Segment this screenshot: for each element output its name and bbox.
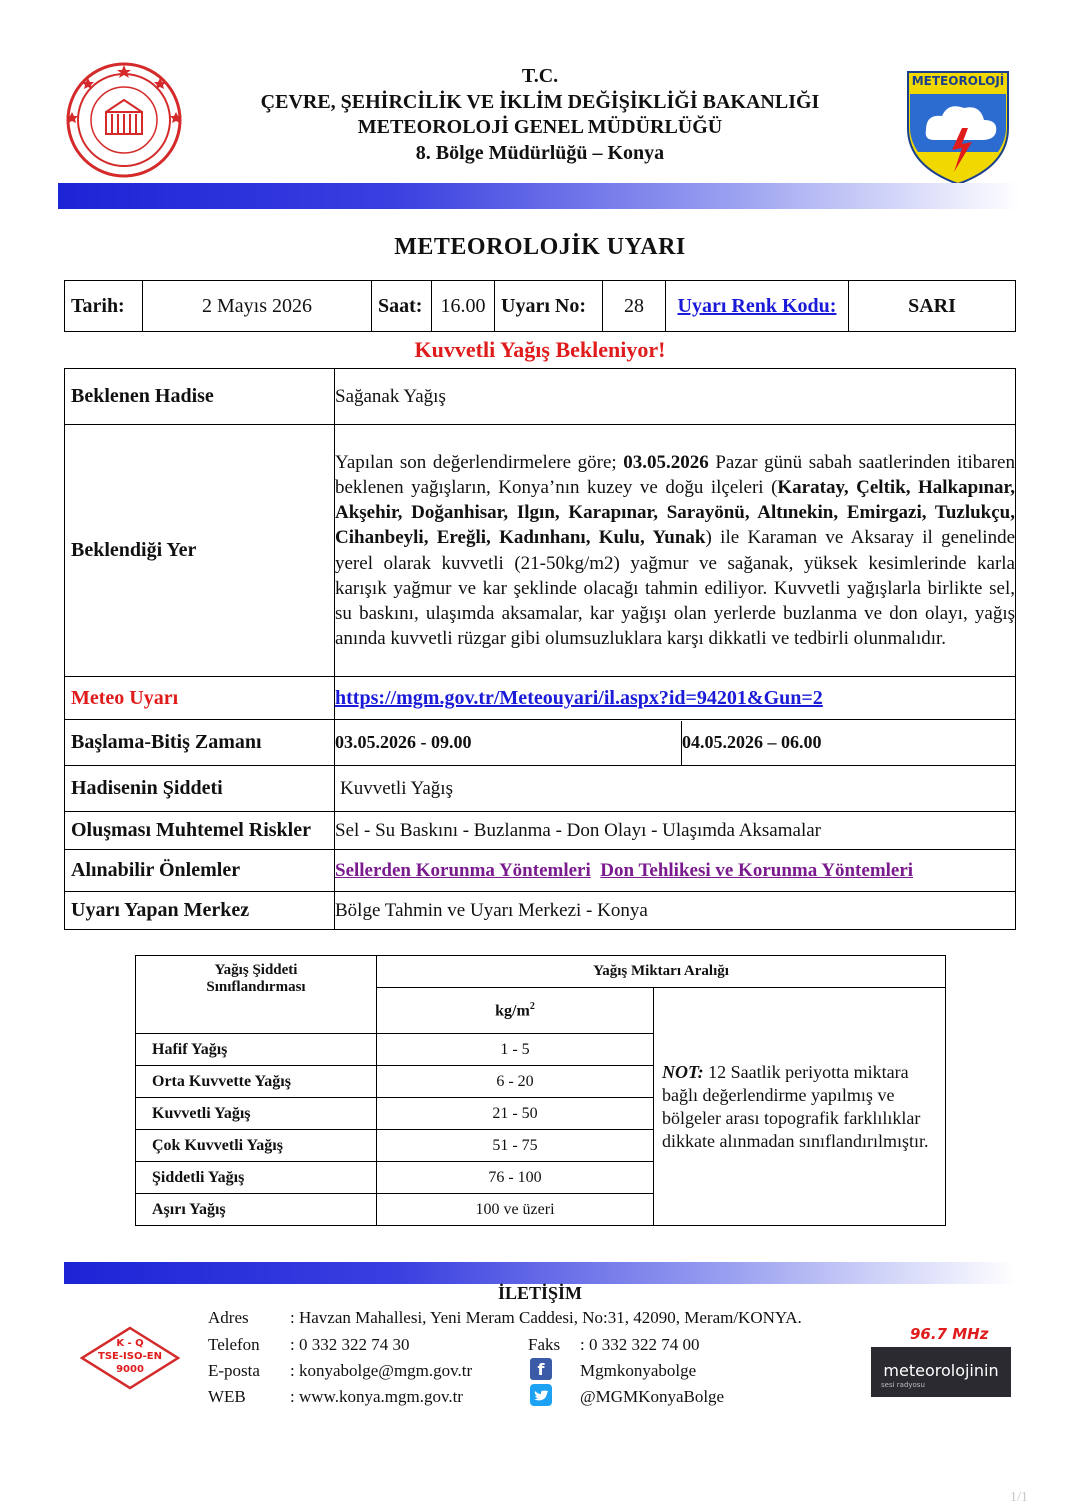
document-title: METEOROLOJİK UYARI xyxy=(394,234,686,260)
color-code-cell xyxy=(666,281,849,332)
rain-range: 76 - 100 xyxy=(377,1162,654,1194)
cert-line-2: TSE-ISO-EN xyxy=(98,1351,162,1362)
address-value: : Havzan Mahallesi, Yeni Meram Caddesi, No:31, 42090, Meram/KONYA. xyxy=(290,1308,802,1327)
risks-label: Oluşması Muhtemel Riskler xyxy=(65,812,335,850)
header-bar xyxy=(58,183,1020,209)
place-description xyxy=(335,425,1016,677)
rain-class: Çok Kuvvetli Yağış xyxy=(136,1130,377,1162)
event-label: Beklenen Hadise xyxy=(65,369,335,425)
rain-class: Aşırı Yağış xyxy=(136,1194,377,1226)
unit-header xyxy=(377,988,654,1034)
place-text-1: Yapılan son değerlendirmelere göre; xyxy=(335,451,624,473)
place-label: Beklendiği Yer xyxy=(65,425,335,677)
event-value: Sağanak Yağış xyxy=(335,369,1016,425)
email-value[interactable]: : konyabolge@mgm.gov.tr xyxy=(290,1361,473,1380)
meteoroloji-logo xyxy=(906,70,1010,186)
fax-value: : 0 332 322 74 00 xyxy=(580,1335,700,1354)
header-line-2: ÇEVRE, ŞEHİRCİLİK VE İKLİM DEĞİŞİKLİĞİ BAKANLIĞI xyxy=(260,91,820,113)
web-label: WEB xyxy=(208,1387,246,1406)
rain-class: Orta Kuvvette Yağış xyxy=(136,1066,377,1098)
header-line-3: METEOROLOJİ GENEL MÜDÜRLÜĞÜ xyxy=(357,116,723,138)
rain-class: Şiddetli Yağış xyxy=(136,1162,377,1194)
ministry-seal xyxy=(66,62,182,178)
date-value: 2 Mayıs 2026 xyxy=(143,281,372,332)
date-label: Tarih: xyxy=(65,281,143,332)
twitter-handle[interactable]: @MGMKonyaBolge xyxy=(580,1387,725,1406)
rain-range: 21 - 50 xyxy=(377,1098,654,1130)
contact-title: İLETİŞİM xyxy=(497,1283,583,1303)
period-cell xyxy=(335,720,1016,766)
severity-label: Hadisenin Şiddeti xyxy=(65,766,335,812)
rain-note xyxy=(654,988,946,1226)
details-table xyxy=(64,368,1016,930)
note-label: NOT: xyxy=(662,1061,704,1082)
center-label: Uyarı Yapan Merkez xyxy=(65,892,335,930)
rain-col1-header xyxy=(136,956,377,1034)
rain-col1-header-line2: Sınıflandırması xyxy=(206,979,306,995)
header-line-4: 8. Bölge Müdürlüğü – Konya xyxy=(415,142,665,164)
page-number: 1/1 xyxy=(1010,1490,1028,1505)
warning-no-label: Uyarı No: xyxy=(495,281,603,332)
rain-col1-header-line1: Yağış Şiddeti xyxy=(214,962,298,978)
place-text-3: ) ile Karaman ve Aksaray il genelinde yerel olarak kuvvetli (21-50kg/m2) yağmur ve sağanak, yüksek kesimlerinde karla karışık yağmur ve kar şeklinde olacağı tahmin ediliyor. Kuvvetli yağışlarla birlikte sel, su baskını, ulaşımda aksamalar, kar yağışı olan yerlerde buzlanma ve don olayı, yağış anında kuvvetli rüzgar gibi olumsuzluklara karşı dikkatli ve tedbirli olunmalıdır. xyxy=(335,527,1015,650)
header-line-1: T.C. xyxy=(521,65,559,87)
facebook-handle[interactable]: Mgmkonyabolge xyxy=(580,1361,697,1380)
center-value: Bölge Tahmin ve Uyarı Merkezi - Konya xyxy=(335,892,1016,930)
twitter-icon[interactable] xyxy=(530,1384,552,1406)
meteo-link[interactable]: https://mgm.gov.tr/Meteouyari/il.aspx?id=94201&Gun=2 xyxy=(335,686,823,709)
period-start: 03.05.2026 - 09.00 xyxy=(335,732,472,752)
fax-label: Faks xyxy=(528,1335,561,1354)
facebook-icon[interactable]: f xyxy=(530,1358,552,1380)
risks-value: Sel - Su Baskını - Buzlanma - Don Olayı - Ulaşımda Aksamalar xyxy=(335,812,1016,850)
radio-frequency: 96.7 MHz xyxy=(910,1325,989,1343)
cert-line-3: 9000 xyxy=(116,1364,144,1375)
info-table xyxy=(64,280,1016,332)
email-label: E-posta xyxy=(208,1361,260,1380)
rain-class: Kuvvetli Yağış xyxy=(136,1098,377,1130)
unit-text: kg/m xyxy=(495,1002,530,1020)
rain-col2-header: Yağış Miktarı Aralığı xyxy=(377,956,946,988)
certification-logo xyxy=(80,1326,180,1390)
rain-range: 100 ve üzeri xyxy=(377,1194,654,1226)
period-end: 04.05.2026 – 06.00 xyxy=(681,721,822,765)
time-label: Saat: xyxy=(372,281,432,332)
cert-line-1: K - Q xyxy=(116,1338,144,1349)
rain-classification-table xyxy=(135,955,946,1226)
rain-range: 51 - 75 xyxy=(377,1130,654,1162)
radio-subtitle: sesi radyosu xyxy=(881,1381,925,1389)
color-code-link[interactable]: Uyarı Renk Kodu: xyxy=(677,294,837,317)
severity-value: Kuvvetli Yağış xyxy=(335,766,1016,812)
phone-value: : 0 332 322 74 30 xyxy=(290,1335,410,1354)
warning-subtitle: Kuvvetli Yağış Bekleniyor! xyxy=(414,337,666,362)
address-label: Adres xyxy=(208,1308,249,1327)
rain-class: Hafif Yağış xyxy=(136,1034,377,1066)
measures-label: Alınabilir Önlemler xyxy=(65,850,335,892)
web-value[interactable]: : www.konya.mgm.gov.tr xyxy=(290,1387,463,1406)
place-date: 03.05.2026 xyxy=(623,451,709,473)
phone-label: Telefon xyxy=(208,1335,260,1354)
radio-name: meteorolojinin xyxy=(883,1361,999,1380)
footer-bar xyxy=(64,1262,1016,1284)
unit-sup: 2 xyxy=(529,1000,535,1012)
meteo-label: Meteo Uyarı xyxy=(65,677,335,720)
place-text-2: Pazar günü sabah saatlerinden itibaren beklenen yağışların, Konya’nın kuzey ve doğu ilçeleri ( xyxy=(335,451,1015,498)
period-label: Başlama-Bitiş Zamanı xyxy=(65,720,335,766)
meteoroloji-logo-text: METEOROLOJİ xyxy=(911,74,1005,88)
frost-protection-link[interactable]: Don Tehlikesi ve Korunma Yöntemleri xyxy=(600,859,914,881)
rain-range: 1 - 5 xyxy=(377,1034,654,1066)
time-value: 16.00 xyxy=(432,281,495,332)
radio-logo xyxy=(871,1347,1011,1397)
note-text: 12 Saatlik periyotta miktara bağlı değerlendirme yapılmış ve bölgeler arası topografik farklılıklar dikkate alınmadan sınıflandırılmıştır. xyxy=(662,1061,929,1151)
place-districts: Karatay, Çeltik, Halkapınar, Akşehir, Doğanhisar, Ilgın, Karapınar, Sarayönü, Altınekin, Emirgazi, Tuzlukçu, Cihanbeyli, Ereğli, Kadınhanı, Kulu, Yunak xyxy=(335,476,1015,549)
color-code-value: SARI xyxy=(849,281,1016,332)
flood-protection-link[interactable]: Sellerden Korunma Yöntemleri xyxy=(335,859,591,881)
warning-no-value: 28 xyxy=(603,281,666,332)
rain-range: 6 - 20 xyxy=(377,1066,654,1098)
